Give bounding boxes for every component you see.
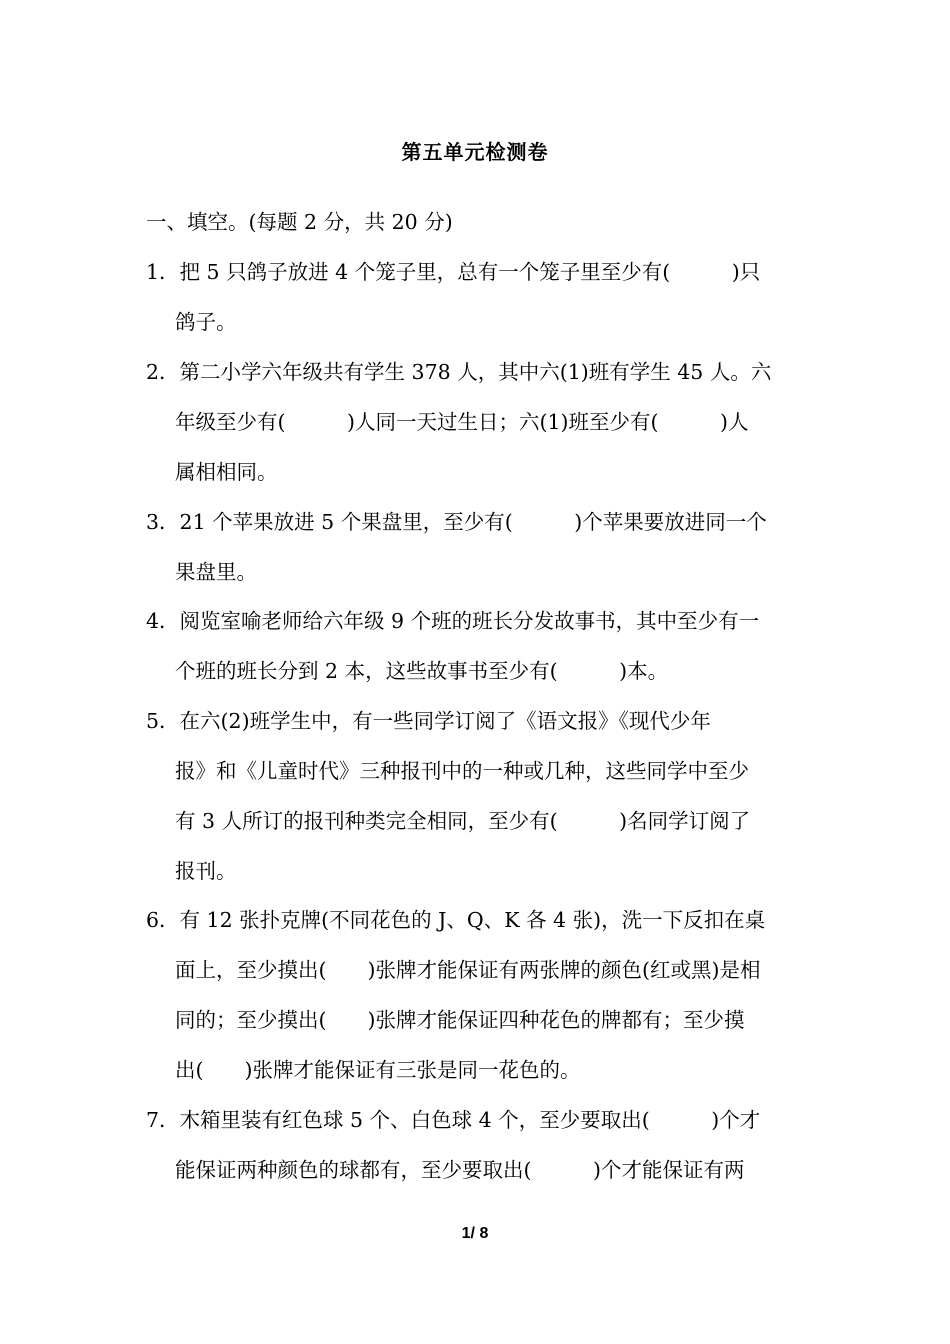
question-5-line-4: 报刊。 xyxy=(175,859,237,883)
question-1-line-2: 鸽子。 xyxy=(175,310,237,334)
question-5-line-3: 有 3 人所订的报刊种类完全相同，至少有( )名同学订阅了 xyxy=(175,809,751,833)
question-2-line-1: 2．第二小学六年级共有学生 378 人，其中六(1)班有学生 45 人。六 xyxy=(146,360,772,384)
question-2-line-2: 年级至少有( )人同一天过生日；六(1)班至少有( )人 xyxy=(175,410,749,434)
question-3-line-2: 果盘里。 xyxy=(175,560,257,584)
question-4-line-1: 4．阅览室喻老师给六年级 9 个班的班长分发故事书，其中至少有一 xyxy=(146,609,760,633)
question-6-line-3: 同的；至少摸出( )张牌才能保证四种花色的牌都有；至少摸 xyxy=(175,1008,745,1032)
question-3-line-1: 3．21 个苹果放进 5 个果盘里，至少有( )个苹果要放进同一个 xyxy=(146,510,767,534)
page-title: 第五单元检测卷 xyxy=(401,140,549,164)
question-7-line-1: 7．木箱里装有红色球 5 个、白色球 4 个，至少要取出( )个才 xyxy=(146,1108,761,1132)
question-1-line-1: 1．把 5 只鸽子放进 4 个笼子里，总有一个笼子里至少有( )只 xyxy=(146,260,761,284)
section-heading: 一、填空。(每题 2 分，共 20 分) xyxy=(146,210,453,234)
question-6-line-4: 出( )张牌才能保证有三张是同一花色的。 xyxy=(175,1058,581,1082)
question-6-line-1: 6．有 12 张扑克牌(不同花色的 J、Q、K 各 4 张)，洗一下反扣在桌 xyxy=(146,908,766,932)
question-7-line-2: 能保证两种颜色的球都有，至少要取出( )个才能保证有两 xyxy=(175,1158,745,1182)
page-number: 1/ 8 xyxy=(461,1225,489,1242)
question-6-line-2: 面上，至少摸出( )张牌才能保证有两张牌的颜色(红或黑)是相 xyxy=(175,958,761,982)
question-5-line-1: 5．在六(2)班学生中，有一些同学订阅了《语文报》《现代少年 xyxy=(146,709,711,733)
question-4-line-2: 个班的班长分到 2 本，这些故事书至少有( )本。 xyxy=(175,659,669,683)
question-5-line-2: 报》和《儿童时代》三种报刊中的一种或几种，这些同学中至少 xyxy=(175,759,749,783)
question-2-line-3: 属相相同。 xyxy=(175,460,278,484)
